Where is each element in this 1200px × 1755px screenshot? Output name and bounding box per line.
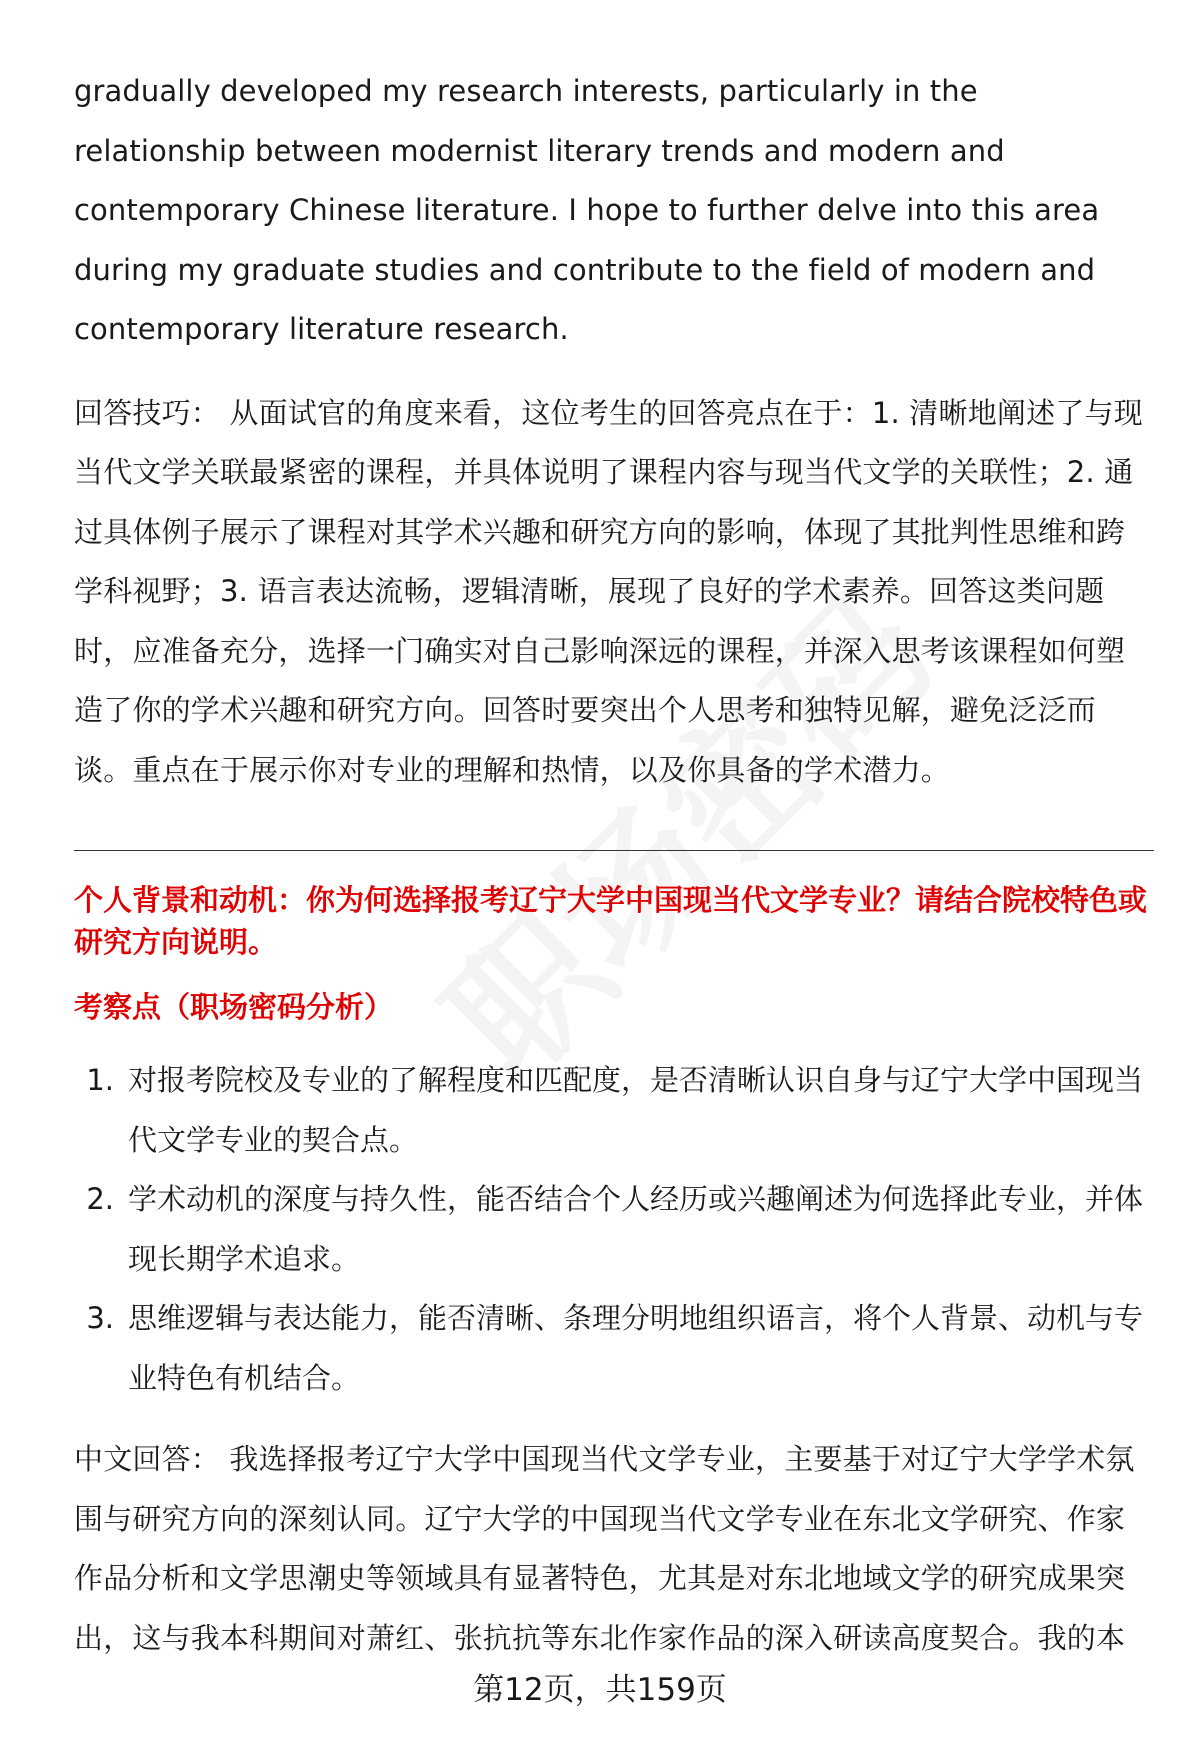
assessment-points-heading: 考察点（职场密码分析） — [74, 990, 394, 1024]
list-item-text: 学术动机的深度与持久性，能否结合个人经历或兴趣阐述为何选择此专业，并体现长期学术追求。 — [128, 1182, 1144, 1276]
list-item-number: 2. — [86, 1182, 114, 1216]
list-item-text: 对报考院校及专业的了解程度和匹配度，是否清晰认识自身与辽宁大学中国现当代文学专业的契合点。 — [128, 1063, 1144, 1157]
assessment-points-list — [74, 1051, 1154, 1408]
section-divider — [74, 850, 1154, 851]
question-heading: 个人背景和动机：你为何选择报考辽宁大学中国现当代文学专业？请结合院校特色或研究方向说明。 — [74, 883, 1148, 959]
page-number-footer: 第12页，共159页 — [473, 1672, 727, 1708]
list-item — [74, 1051, 1154, 1170]
answer-tips-paragraph: 回答技巧： 从面试官的角度来看，这位考生的回答亮点在于：1. 清晰地阐述了与现当代文学关联最紧密的课程，并具体说明了课程内容与现当代文学的关联性；2. 通过具体例子展示了课程对其学术兴趣和研究方向的影响，体现了其批判性思维和跨学科视野；3. 语言表达流畅，逻辑清晰，展现了良好的学术素养。回答这类问题时，应准备充分，选择一门确实对自己影响深远的课程，并深入思考该课程如何塑造了你的学术兴趣和研究方向。回答时要突出个人思考和独特见解，避免泛泛而谈。重点在于展示你对专业的理解和热情，以及你具备的学术潜力。 — [74, 395, 1143, 787]
intro-paragraph: gradually developed my research interests, particularly in the relationship between modernist literary trends and modern and contemporary Chinese literature. I hope to further delve into this area during my graduate studies and contribute to the field of modern and contemporary literature research. — [74, 74, 1100, 346]
document-page — [74, 62, 1154, 1668]
list-item-number: 1. — [86, 1063, 114, 1097]
chinese-answer-paragraph: 中文回答： 我选择报考辽宁大学中国现当代文学专业，主要基于对辽宁大学学术氛围与研究方向的深刻认同。辽宁大学的中国现当代文学专业在东北文学研究、作家作品分析和文学思潮史等领域具有显著特色，尤其是对东北地域文学的研究成果突出，这与我本科期间对萧红、张抗抗等东北作家作品的深入研读高度契合。我的本 — [74, 1442, 1135, 1655]
list-item — [74, 1289, 1154, 1408]
list-item — [74, 1170, 1154, 1289]
list-item-text: 思维逻辑与表达能力，能否清晰、条理分明地组织语言，将个人背景、动机与专业特色有机结合。 — [128, 1301, 1144, 1395]
list-item-number: 3. — [86, 1301, 114, 1335]
